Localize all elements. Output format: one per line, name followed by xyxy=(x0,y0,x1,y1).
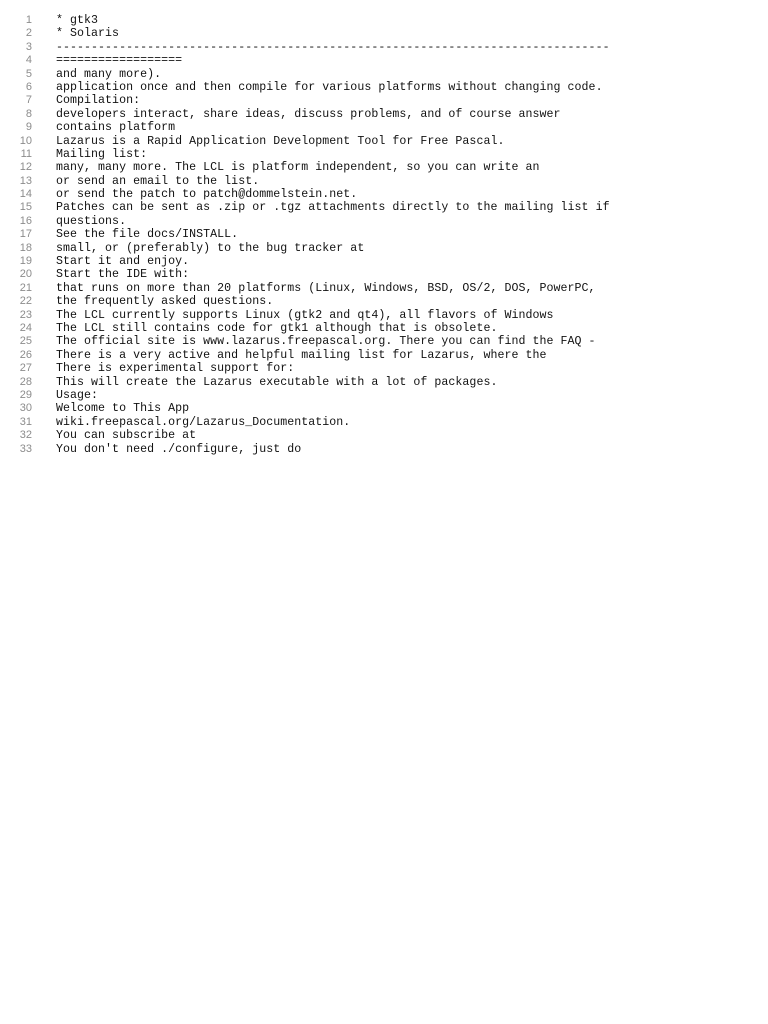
line-number: 13 xyxy=(19,174,32,187)
line-text: * Solaris xyxy=(56,27,120,41)
text-line xyxy=(0,94,768,107)
text-line xyxy=(0,268,768,281)
line-text: questions. xyxy=(56,214,127,228)
line-number: 19 xyxy=(19,255,32,268)
line-number: 25 xyxy=(19,335,32,348)
line-text: Welcome to This App xyxy=(56,402,190,416)
line-text: You can subscribe at xyxy=(56,429,197,443)
line-number: 20 xyxy=(19,268,32,281)
line-text: Compilation: xyxy=(56,94,141,108)
line-number: 1 xyxy=(25,14,32,26)
line-number: 12 xyxy=(19,161,32,174)
line-text: You don't need ./configure, just do xyxy=(56,442,302,456)
line-number: 11 xyxy=(20,147,32,160)
line-text: or send the patch to patch@dommelstein.net. xyxy=(56,188,358,202)
line-text: Lazarus is a Rapid Application Development Tool for Free Pascal. xyxy=(56,134,505,148)
text-line xyxy=(0,322,768,335)
text-line xyxy=(0,121,768,134)
text-line xyxy=(0,228,768,241)
line-text: The LCL currently supports Linux (gtk2 and qt4), all flavors of Windows xyxy=(56,308,554,322)
line-number: 27 xyxy=(19,362,32,375)
text-line xyxy=(0,295,768,308)
line-number: 8 xyxy=(25,107,32,120)
line-text: contains platform xyxy=(56,121,176,135)
text-line xyxy=(0,416,768,429)
text-line xyxy=(0,148,768,161)
text-line xyxy=(0,108,768,121)
line-number: 32 xyxy=(19,429,32,442)
text-line xyxy=(0,54,768,67)
line-text: Mailing list: xyxy=(56,147,148,161)
line-text: wiki.freepascal.org/Lazarus_Documentation. xyxy=(56,415,351,429)
line-text: The LCL still contains code for gtk1 although that is obsolete. xyxy=(56,321,498,335)
line-number: 5 xyxy=(25,67,32,80)
text-line xyxy=(0,429,768,442)
line-number: 7 xyxy=(25,94,32,107)
line-number: 26 xyxy=(19,348,32,361)
text-line xyxy=(0,309,768,322)
line-number: 18 xyxy=(19,241,32,254)
text-line xyxy=(0,335,768,348)
text-line xyxy=(0,215,768,228)
line-number: 17 xyxy=(19,228,32,241)
line-number: 23 xyxy=(19,308,32,321)
text-line xyxy=(0,349,768,362)
line-text: the frequently asked questions. xyxy=(56,295,274,309)
line-text: There is a very active and helpful mailing list for Lazarus, where the xyxy=(56,348,547,362)
line-text: Start the IDE with: xyxy=(56,268,190,282)
text-line xyxy=(0,188,768,201)
line-text: and many more). xyxy=(56,67,162,81)
text-line xyxy=(0,27,768,40)
line-number: 4 xyxy=(25,54,32,67)
line-number: 33 xyxy=(19,442,32,455)
line-number: 14 xyxy=(19,188,32,201)
line-text: The official site is www.lazarus.freepascal.org. There you can find the FAQ - xyxy=(56,335,596,349)
line-text: This will create the Lazarus executable with a lot of packages. xyxy=(56,375,498,389)
line-number: 31 xyxy=(19,415,32,428)
text-line xyxy=(0,282,768,295)
line-text: ================== xyxy=(56,54,183,68)
line-number: 28 xyxy=(19,375,32,388)
line-text: * gtk3 xyxy=(56,14,99,27)
line-number: 30 xyxy=(19,402,32,415)
line-number: 16 xyxy=(19,214,32,227)
line-number: 29 xyxy=(19,388,32,401)
line-number: 22 xyxy=(19,295,32,308)
line-number: 6 xyxy=(25,80,32,93)
text-line xyxy=(0,402,768,415)
line-number: 2 xyxy=(25,27,32,40)
text-line xyxy=(0,41,768,54)
line-number: 9 xyxy=(25,121,32,134)
text-line xyxy=(0,68,768,81)
line-text: that runs on more than 20 platforms (Linux, Windows, BSD, OS/2, DOS, PowerPC, xyxy=(56,281,596,295)
text-line xyxy=(0,161,768,174)
line-text: developers interact, share ideas, discuss problems, and of course answer xyxy=(56,107,561,121)
text-line xyxy=(0,242,768,255)
line-text: There is experimental support for: xyxy=(56,362,295,376)
line-text: Patches can be sent as .zip or .tgz attachments directly to the mailing list if xyxy=(56,201,610,215)
text-line xyxy=(0,443,768,456)
line-text: application once and then compile for various platforms without changing code. xyxy=(56,80,603,94)
line-text: ------------------------------------------------------------------------------- xyxy=(56,40,610,54)
text-line xyxy=(0,175,768,188)
line-text: many, many more. The LCL is platform independent, so you can write an xyxy=(56,161,540,175)
text-line xyxy=(0,14,768,27)
text-line xyxy=(0,135,768,148)
line-number: 3 xyxy=(25,40,32,53)
text-line xyxy=(0,376,768,389)
text-line xyxy=(0,201,768,214)
line-text: See the file docs/INSTALL. xyxy=(56,228,239,242)
text-line xyxy=(0,81,768,94)
text-listing xyxy=(0,14,768,456)
line-text: small, or (preferably) to the bug tracker at xyxy=(56,241,365,255)
text-line xyxy=(0,389,768,402)
text-line xyxy=(0,362,768,375)
line-number: 24 xyxy=(19,321,32,334)
line-text: or send an email to the list. xyxy=(56,174,260,188)
line-number: 15 xyxy=(19,201,32,214)
line-number: 21 xyxy=(19,281,32,294)
line-text: Usage: xyxy=(56,388,99,402)
line-number: 10 xyxy=(19,134,32,147)
text-line xyxy=(0,255,768,268)
line-text: Start it and enjoy. xyxy=(56,255,190,269)
